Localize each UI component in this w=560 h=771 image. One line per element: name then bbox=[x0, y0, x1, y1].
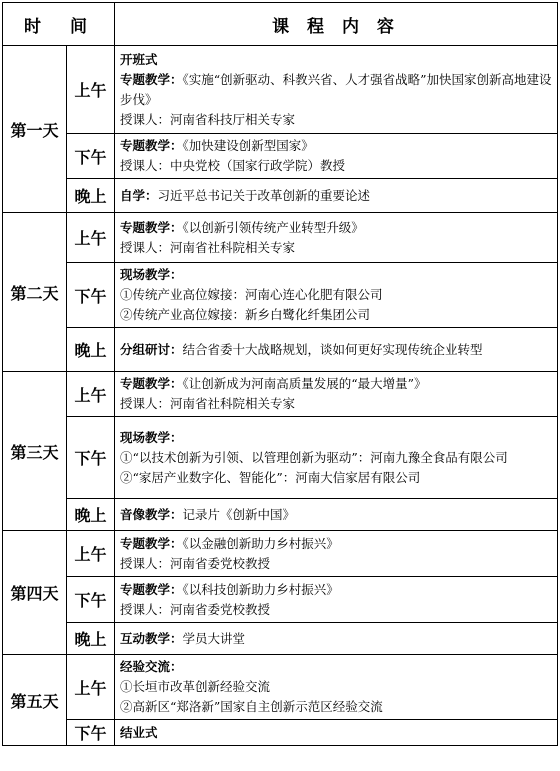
content-heading: 现场教学： bbox=[120, 429, 183, 445]
schedule-row bbox=[3, 655, 558, 720]
period-label: 晚上 bbox=[67, 499, 115, 531]
day-label: 第四天 bbox=[3, 531, 67, 655]
header-row bbox=[3, 3, 558, 46]
course-content bbox=[115, 531, 558, 577]
schedule-row bbox=[3, 417, 558, 499]
course-content bbox=[115, 372, 558, 417]
period-label: 下午 bbox=[67, 134, 115, 179]
content-line bbox=[120, 136, 553, 156]
period-label: 上午 bbox=[67, 213, 115, 263]
content-text: 《以金融创新助力乡村振兴》 bbox=[182, 535, 339, 551]
content-line bbox=[120, 723, 553, 743]
day-label: 第二天 bbox=[3, 213, 67, 372]
period-label: 上午 bbox=[67, 46, 115, 134]
period-label: 上午 bbox=[67, 655, 115, 720]
header-time: 时 间 bbox=[3, 3, 115, 46]
content-heading: 专题教学： bbox=[120, 138, 183, 153]
content-line bbox=[120, 186, 553, 206]
period-label: 下午 bbox=[67, 263, 115, 328]
content-heading: 经验交流： bbox=[120, 659, 183, 674]
schedule-row bbox=[3, 577, 558, 623]
content-text: 学员大讲堂 bbox=[182, 630, 246, 646]
content-heading: 自学： bbox=[120, 187, 158, 203]
content-line bbox=[120, 305, 553, 325]
schedule-row bbox=[3, 46, 558, 134]
course-content bbox=[115, 213, 558, 263]
content-line bbox=[120, 448, 553, 468]
content-heading: 专题教学： bbox=[120, 376, 183, 391]
content-text: ②高新区“郑洛新”国家自主创新示范区经验交流 bbox=[120, 699, 383, 714]
content-line bbox=[120, 629, 553, 649]
day-label: 第一天 bbox=[3, 46, 67, 213]
period-label: 晚上 bbox=[67, 179, 115, 213]
content-line bbox=[120, 265, 553, 285]
content-text: 习近平总书记关于改革创新的重要论述 bbox=[157, 187, 371, 203]
content-heading: 专题教学： bbox=[120, 535, 183, 551]
schedule-row bbox=[3, 328, 558, 372]
period-label: 上午 bbox=[67, 372, 115, 417]
period-label: 下午 bbox=[67, 720, 115, 746]
course-content bbox=[115, 263, 558, 328]
content-text: 《以创新引领传统产业转型升级》 bbox=[182, 219, 364, 235]
content-line bbox=[120, 677, 553, 697]
content-line bbox=[120, 340, 553, 360]
course-content bbox=[115, 328, 558, 372]
content-text: 《以科技创新助力乡村振兴》 bbox=[182, 581, 339, 597]
content-heading: 开班式 bbox=[120, 51, 158, 67]
day-label: 第三天 bbox=[3, 372, 67, 531]
content-text: 记录片《创新中国》 bbox=[182, 506, 296, 522]
content-line bbox=[120, 554, 553, 574]
content-text: 《让创新成为河南高质量发展的“最大增量”》 bbox=[182, 376, 427, 391]
content-text: ②“家居产业数字化、智能化”：河南大信家居有限公司 bbox=[120, 469, 421, 485]
course-content bbox=[115, 134, 558, 179]
content-text: ①“以技术创新为引领、以管理创新为驱动”：河南九豫全食品有限公司 bbox=[120, 449, 508, 465]
period-label: 晚上 bbox=[67, 623, 115, 655]
content-heading: 专题教学： bbox=[120, 71, 183, 87]
content-line bbox=[120, 657, 553, 677]
period-label: 下午 bbox=[67, 417, 115, 499]
content-heading: 专题教学： bbox=[120, 581, 183, 597]
content-line bbox=[120, 156, 553, 176]
period-label: 上午 bbox=[67, 531, 115, 577]
course-content bbox=[115, 655, 558, 720]
course-content bbox=[115, 46, 558, 134]
content-heading: 专题教学： bbox=[120, 219, 183, 235]
schedule-row bbox=[3, 213, 558, 263]
header-content: 课 程 内 容 bbox=[115, 3, 558, 46]
content-line bbox=[120, 697, 553, 717]
content-line bbox=[120, 580, 553, 600]
content-text: 授课人：中央党校（国家行政学院）教授 bbox=[120, 158, 346, 173]
content-line bbox=[120, 50, 553, 70]
content-line bbox=[120, 374, 553, 394]
course-content bbox=[115, 720, 558, 746]
content-line bbox=[120, 428, 553, 448]
content-text: ①长垣市改革创新经验交流 bbox=[120, 679, 271, 694]
schedule-row bbox=[3, 499, 558, 531]
content-text: 《实施“创新驱动、科教兴省、人才强省战略”加快国家创新高地建设步伐》 bbox=[120, 71, 552, 107]
content-text: 授课人：河南省委党校教授 bbox=[120, 601, 271, 617]
content-line bbox=[120, 394, 553, 414]
content-line bbox=[120, 285, 553, 305]
content-text: ②传统产业高位嫁接：新乡白鹭化纤集团公司 bbox=[120, 307, 371, 322]
schedule-row bbox=[3, 179, 558, 213]
content-text: 授课人：河南省委党校教授 bbox=[120, 555, 271, 571]
content-line bbox=[120, 218, 553, 238]
content-heading: 分组研讨： bbox=[120, 341, 183, 357]
schedule-row bbox=[3, 720, 558, 746]
day-label: 第五天 bbox=[3, 655, 67, 746]
content-line bbox=[120, 534, 553, 554]
content-text: 授课人：河南省社科院相关专家 bbox=[120, 396, 296, 411]
course-content bbox=[115, 499, 558, 531]
content-line bbox=[120, 110, 553, 130]
content-line bbox=[120, 505, 553, 525]
schedule-body bbox=[3, 46, 558, 746]
content-text: ①传统产业高位嫁接：河南心连心化肥有限公司 bbox=[120, 287, 383, 302]
course-content bbox=[115, 623, 558, 655]
schedule-row bbox=[3, 134, 558, 179]
period-label: 晚上 bbox=[67, 328, 115, 372]
content-text: 授课人：河南省科技厅相关专家 bbox=[120, 111, 296, 127]
content-text: 授课人：河南省社科院相关专家 bbox=[120, 239, 296, 255]
content-heading: 结业式 bbox=[120, 724, 158, 740]
period-label: 下午 bbox=[67, 577, 115, 623]
schedule-row bbox=[3, 623, 558, 655]
course-content bbox=[115, 179, 558, 213]
content-heading: 互动教学： bbox=[120, 630, 183, 646]
content-line bbox=[120, 238, 553, 258]
content-heading: 现场教学： bbox=[120, 267, 183, 282]
content-text: 结合省委十大战略规划，谈如何更好实现传统企业转型 bbox=[182, 341, 483, 357]
content-line bbox=[120, 468, 553, 488]
course-content bbox=[115, 417, 558, 499]
content-line bbox=[120, 70, 553, 110]
schedule-row bbox=[3, 372, 558, 417]
content-text: 《加快建设创新型国家》 bbox=[182, 138, 314, 153]
course-content bbox=[115, 577, 558, 623]
schedule-table bbox=[2, 2, 558, 746]
content-heading: 音像教学： bbox=[120, 506, 183, 522]
content-line bbox=[120, 600, 553, 620]
schedule-row bbox=[3, 263, 558, 328]
schedule-row bbox=[3, 531, 558, 577]
